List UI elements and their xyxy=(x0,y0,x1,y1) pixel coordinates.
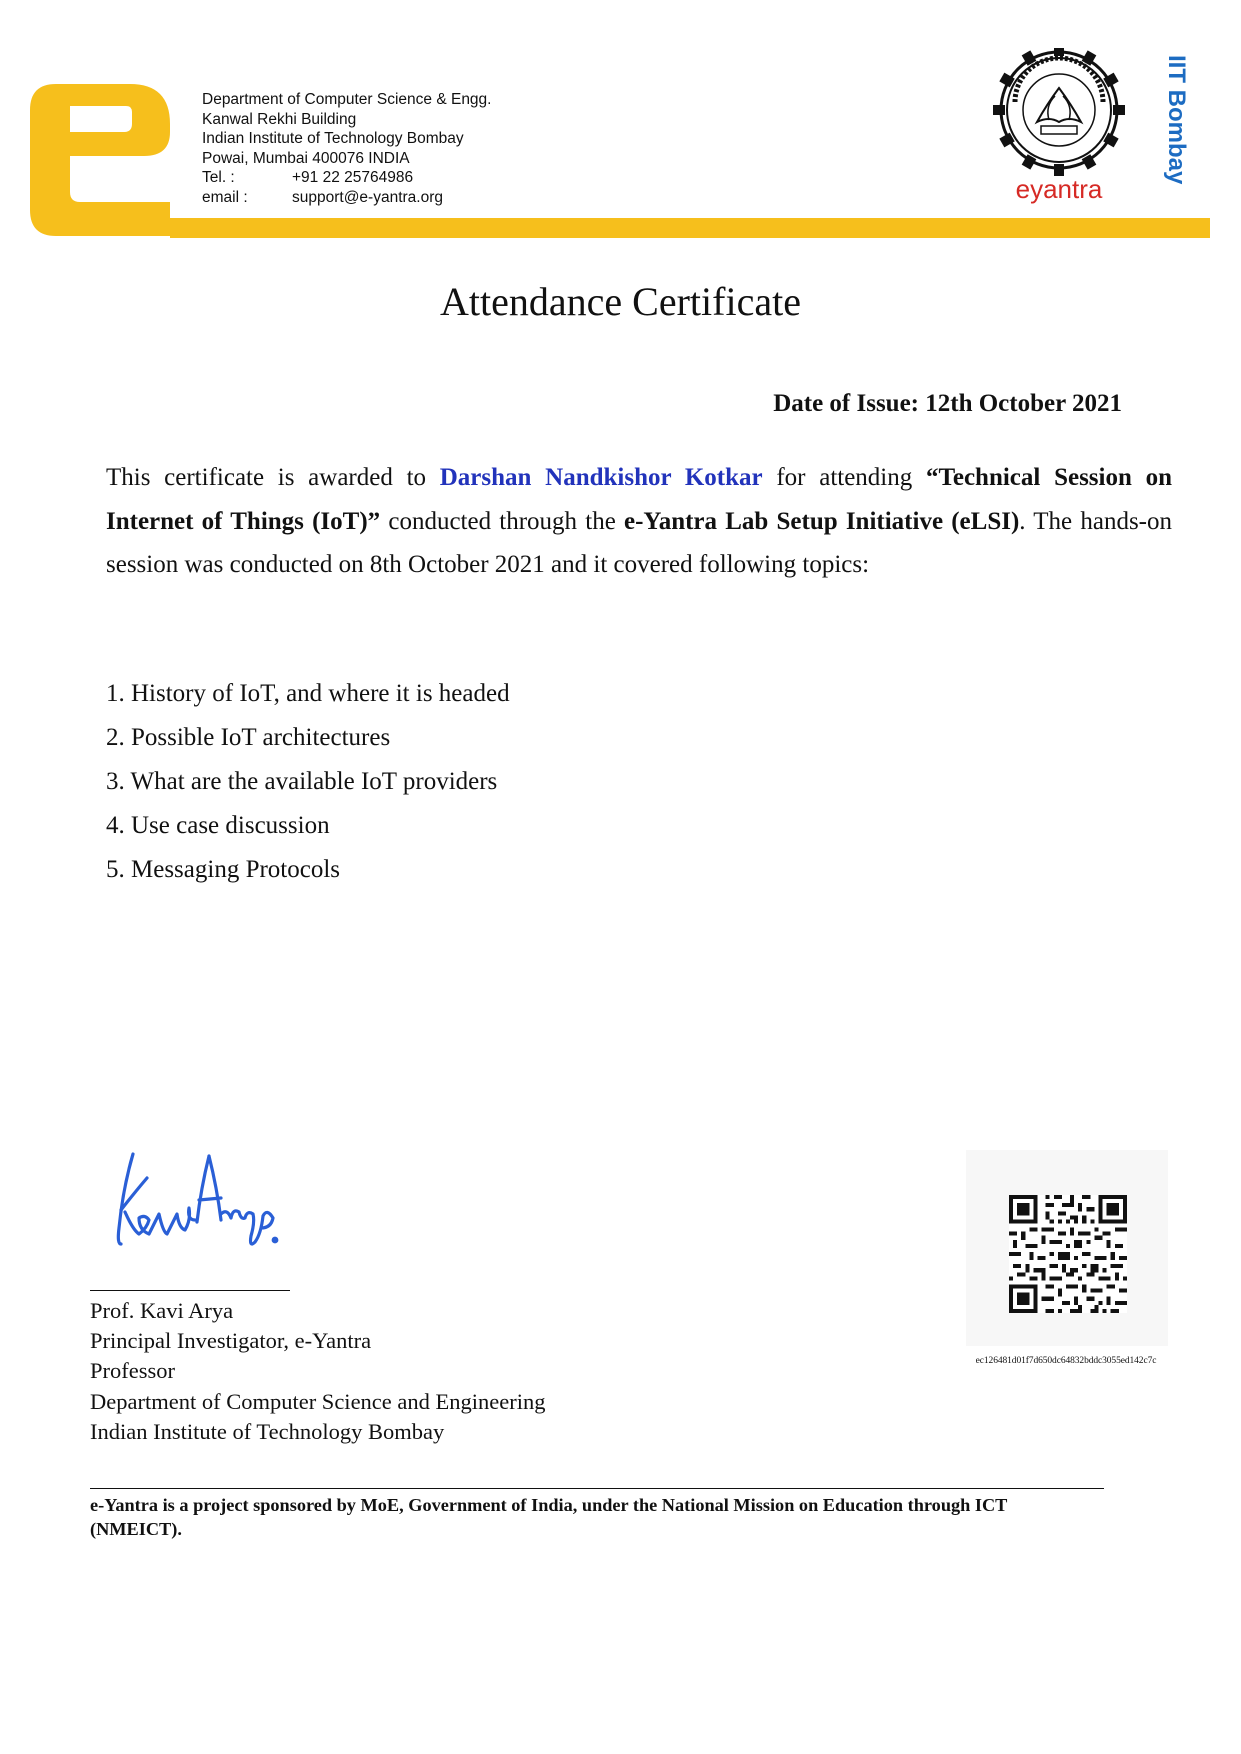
signature-line xyxy=(90,1290,290,1291)
initiative-name: e-Yantra Lab Setup Initiative (eLSI) xyxy=(624,507,1020,535)
address-line: Powai, Mumbai 400076 INDIA xyxy=(202,149,410,167)
sponsor-note: e-Yantra is a project sponsored by MoE, Government of India, under the National Mission on Education through ICT (NMEICT). xyxy=(90,1495,1008,1539)
department-address xyxy=(202,90,491,208)
footer-divider xyxy=(90,1488,1104,1489)
iit-bombay-label: IIT Bombay xyxy=(1163,55,1190,185)
list-item: 3. What are the available IoT providers xyxy=(106,768,498,795)
signature xyxy=(105,1148,295,1263)
certificate-hash: ec126481d01f7d650dc64832bddc3055ed142c7c xyxy=(975,1356,1157,1366)
certificate-title: Attendance Certificate xyxy=(440,279,801,324)
list-item: 5. Messaging Protocols xyxy=(106,856,341,883)
list-item: 1. History of IoT, and where it is headed xyxy=(106,680,510,707)
email-line: email : support@e-yantra.org xyxy=(202,188,444,206)
signer-name: Prof. Kavi Arya xyxy=(90,1298,234,1323)
header-gold-bar xyxy=(170,218,1210,238)
date-of-issue: Date of Issue: 12th October 2021 xyxy=(773,390,1122,417)
address-line: Kanwal Rekhi Building xyxy=(202,110,357,128)
e-yantra-e-logo xyxy=(30,84,170,236)
session-name: “Technical Session on Internet of Things (IoT)” xyxy=(106,464,1172,535)
telephone-line: Tel. : +91 22 25764986 xyxy=(202,169,414,187)
address-line: Indian Institute of Technology Bombay xyxy=(202,130,464,148)
signer-department: Department of Computer Science and Engineering xyxy=(90,1388,546,1414)
signer-role: Principal Investigator, e-Yantra xyxy=(90,1328,372,1354)
signer-institute: Indian Institute of Technology Bombay xyxy=(90,1418,445,1444)
signer-title: Professor xyxy=(90,1358,175,1384)
qr-code xyxy=(1009,1195,1127,1313)
recipient-name: Darshan Nandkishor Kotkar xyxy=(439,464,763,491)
topics-list xyxy=(106,672,510,892)
list-item: 2. Possible IoT architectures xyxy=(106,724,391,751)
signer-details xyxy=(90,1296,545,1447)
eyantra-wordmark: eyantra xyxy=(1015,174,1103,204)
address-line: Department of Computer Science & Engg. xyxy=(202,91,492,108)
iit-bombay-emblem xyxy=(985,48,1133,212)
certificate-statement: This certificate is awarded to Darshan Nandkishor Kotkar for attending “Technical Session on Internet of Things (IoT)” conducted through the e-Yantra Lab Setup Initiative (eLSI). The hands-on session was conducted on 8th October 2021 and it covered following topics: xyxy=(106,464,1173,579)
list-item: 4. Use case discussion xyxy=(106,812,330,839)
